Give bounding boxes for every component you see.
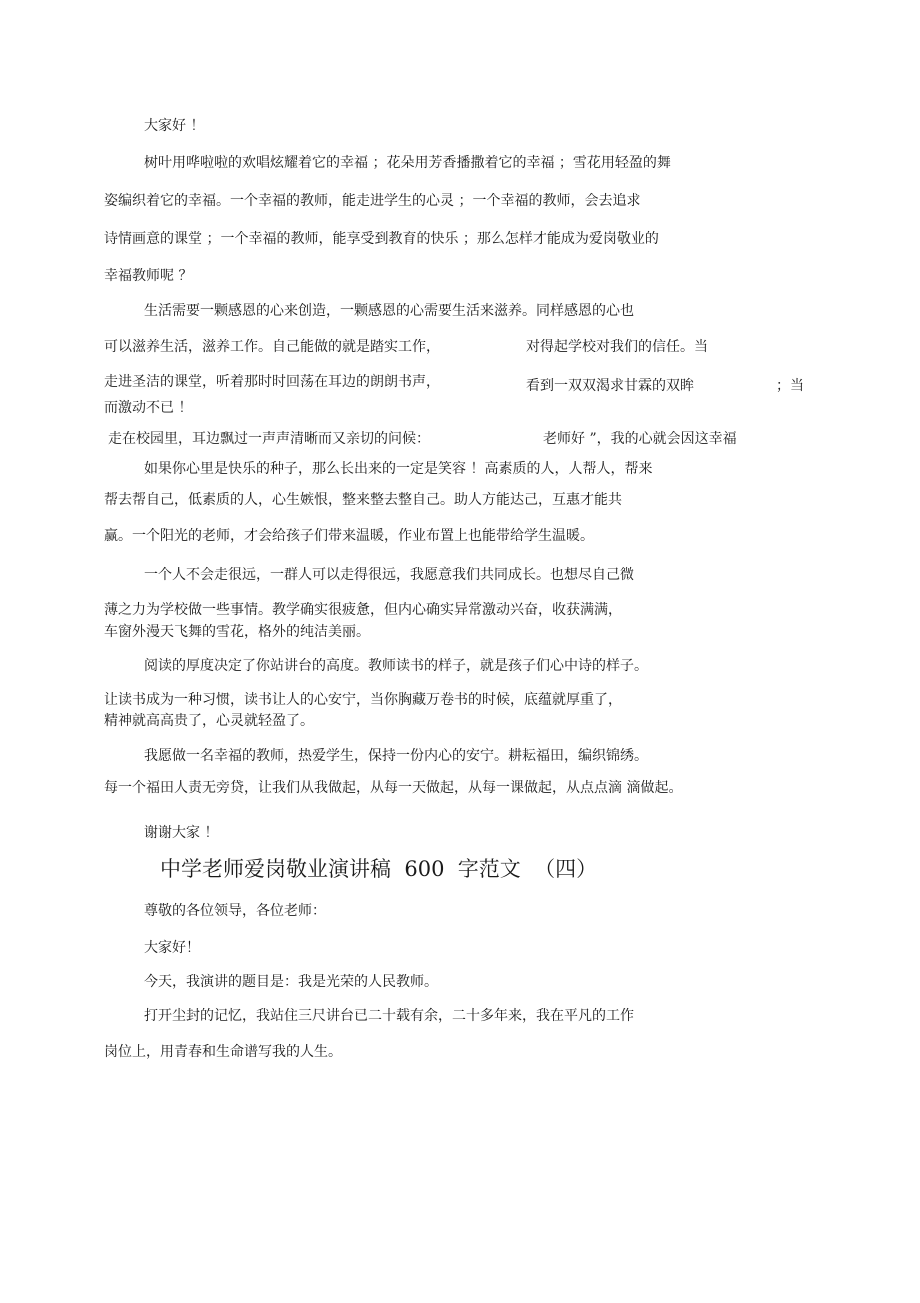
paragraph-line: 让读书成为一种习惯，读书让人的心安宁，当你胸藏万卷书的时候，底蕴就厚重了， <box>104 692 622 708</box>
paragraph-line: 姿编织着它的幸福。一个幸福的教师，能走进学生的心灵 ；一个幸福的教师，会去追求 <box>104 193 641 209</box>
paragraph-line: 今天，我演讲的题目是：我是光荣的人民教师。 <box>144 974 438 990</box>
paragraph-line: 一个人不会走很远，一群人可以走得很远，我愿意我们共同成长。也想尽自己微 <box>144 567 634 583</box>
paragraph-line: 打开尘封的记忆，我站住三尺讲台已二十载有余，二十多年来，我在平凡的工作 <box>144 1008 634 1024</box>
paragraph-line: 精神就高高贵了，心灵就轻盈了。 <box>104 713 314 729</box>
paragraph-line: 我愿做一名幸福的教师，热爱学生，保持一份内心的安宁。耕耘福田，编织锦绣。 <box>144 748 648 764</box>
paragraph-line: 赢。一个阳光的老师，才会给孩子们带来温暖，作业布置上也能带给学生温暖。 <box>104 528 594 544</box>
paragraph-line: 大家好 ！ <box>144 118 205 134</box>
paragraph-line: 看到一双双渴求甘霖的双眸 <box>526 378 694 394</box>
paragraph-line: 树叶用哗啦啦的欢唱炫耀着它的幸福 ；花朵用芳香播撒着它的幸福 ；雪花用轻盈的舞 <box>144 155 671 171</box>
paragraph-line: 帮去帮自己，低素质的人，心生嫉恨，整来整去整自己。助人方能达己，互惠才能共 <box>104 492 622 508</box>
paragraph-line: 幸福教师呢 ？ <box>104 268 193 284</box>
paragraph-line: 谢谢大家 ！ <box>144 825 219 841</box>
paragraph-line: 每一个福田人责无旁贷，让我们从我做起，从每一天做起，从每一课做起，从点点滴 滴做起。 <box>104 780 683 796</box>
paragraph-line: 诗情画意的课堂 ；一个幸福的教师，能享受到教育的快乐 ；那么怎样才能成为爱岗敬业的 <box>104 231 659 247</box>
paragraph-line: 岗位上，用青春和生命谱写我的人生。 <box>104 1044 342 1060</box>
paragraph-line: 可以滋养生活，滋养工作。自己能做的就是踏实工作， <box>104 339 440 355</box>
paragraph-line: ；当 <box>776 378 804 394</box>
paragraph-line: 阅读的厚度决定了你站讲台的高度。教师读书的样子，就是孩子们心中诗的样子。 <box>144 658 648 674</box>
paragraph-line: 大家好！ <box>144 940 200 956</box>
paragraph-line: 如果你心里是快乐的种子，那么长出来的一定是笑容 ！高素质的人，人帮人，帮来 <box>144 461 653 477</box>
paragraph-line: 老师好 ”，我的心就会因这幸福 <box>543 431 737 447</box>
section-title: 中学老师爱岗敬业演讲稿 600 字范文 （四） <box>160 857 598 881</box>
paragraph-line: 薄之力为学校做一些事情。教学确实很疲惫，但内心确实异常激动兴奋，收获满满， <box>104 602 622 618</box>
paragraph-line: 车窗外漫天飞舞的雪花，格外的纯洁美丽。 <box>104 624 370 640</box>
paragraph-line: 尊敬的各位领导，各位老师： <box>144 903 326 919</box>
paragraph-line: 走在校园里，耳边飘过一声声清晰而又亲切的问候： <box>108 431 430 447</box>
paragraph-line: 对得起学校对我们的信任。当 <box>526 339 708 355</box>
paragraph-line: 而激动不已 ！ <box>104 400 193 416</box>
paragraph-line: 走进圣洁的课堂，听着那时时回荡在耳边的朗朗书声， <box>104 374 440 390</box>
paragraph-line: 生活需要一颗感恩的心来创造，一颗感恩的心需要生活来滋养。同样感恩的心也 <box>144 303 634 319</box>
